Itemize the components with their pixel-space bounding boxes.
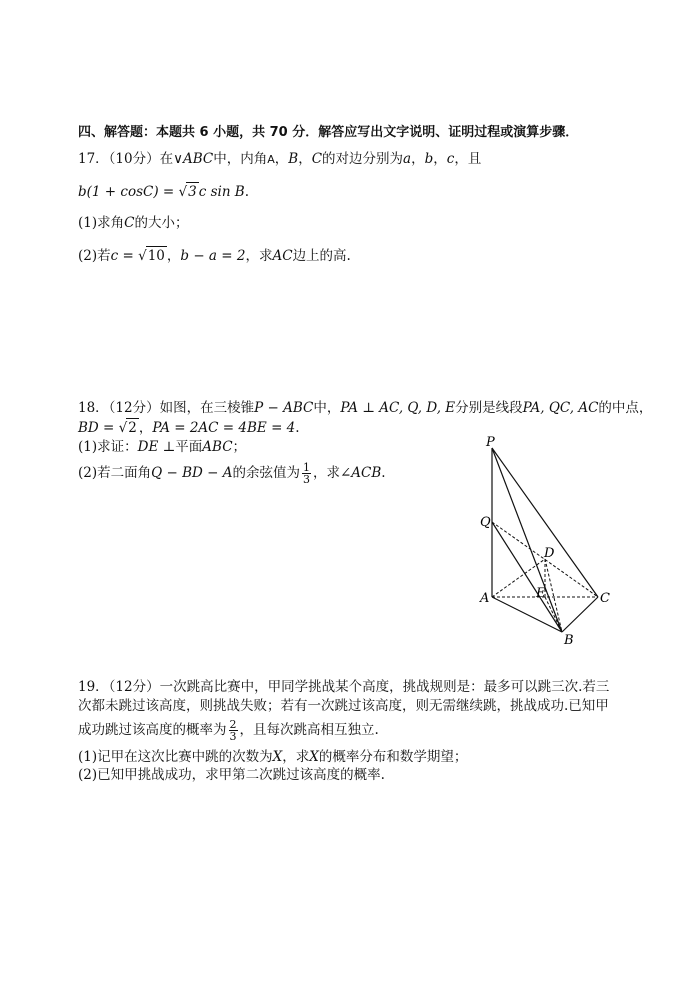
q17-eq-sqrt: 3 bbox=[188, 184, 197, 200]
q18-cond2-left: BD = bbox=[78, 420, 115, 436]
q17-eq-end: . bbox=[244, 184, 250, 200]
q19-part1-var: X bbox=[272, 749, 283, 765]
q19-part1-prefix: (1)记甲在这次比赛中跳的次数为 bbox=[78, 749, 273, 765]
q17-equation bbox=[78, 182, 249, 201]
q17-part1 bbox=[78, 214, 188, 232]
q17-side-b: b bbox=[424, 151, 434, 167]
q17-part2-c: c = bbox=[110, 248, 134, 264]
q17-sep1: ， bbox=[274, 151, 289, 167]
q19-line3-num: 2 bbox=[229, 718, 237, 731]
q17-part2-cond: b − a = 2 bbox=[180, 248, 246, 264]
q19-line3-suffix: ，且每次跳高相互独立. bbox=[239, 722, 379, 738]
q19-part1-mid: ，求 bbox=[282, 749, 310, 765]
q17-stem-mid: 中，内角 bbox=[213, 151, 268, 167]
q18-part2-mid2: ，求 bbox=[312, 465, 340, 481]
q18-cond2-sep: ， bbox=[138, 420, 153, 436]
q17-part2-mid: ， bbox=[166, 248, 181, 264]
q18-stem-mid2: 分别是线段 bbox=[455, 400, 523, 416]
label-e: E bbox=[536, 586, 546, 601]
q18-cond2-sqrt: 2 bbox=[128, 420, 137, 436]
q18-stem bbox=[78, 399, 652, 417]
q18-stem-suffix: 的中点， bbox=[598, 400, 653, 416]
q19-part1 bbox=[78, 748, 467, 766]
q18-cond1: PA ⊥ AC, Q, D, E bbox=[340, 400, 456, 416]
q19-line1: 19．（12分）一次跳高比赛中，甲同学挑战某个高度，挑战规则是：最多可以跳三次.若三 bbox=[78, 679, 610, 695]
q18-conditions bbox=[78, 418, 300, 437]
q17-part2-end: 边上的高. bbox=[292, 248, 351, 264]
q17-part2-seg: AC bbox=[272, 248, 293, 264]
q18-part1 bbox=[78, 438, 246, 456]
q19-line2: 次都未跳过该高度，则挑战失败；若有一次跳过该高度，则无需继续跳，挑战成功.已知甲 bbox=[78, 698, 609, 714]
q18-part1-end: ； bbox=[232, 439, 247, 455]
q18-part2-angle: Q − BD − A bbox=[151, 465, 233, 481]
q17-part2-prefix: (2)若 bbox=[78, 248, 111, 264]
q17-triangle: ∨ABC bbox=[173, 151, 214, 167]
label-b: B bbox=[564, 633, 574, 647]
q17-stem-prefix: 17．（10分）在 bbox=[78, 151, 174, 167]
q17-stem bbox=[78, 150, 481, 169]
label-p: P bbox=[486, 435, 495, 450]
q17-angle-b: B bbox=[288, 151, 299, 167]
q19-line3-den: 3 bbox=[229, 730, 237, 743]
q18-part1-plane: ABC bbox=[202, 439, 233, 455]
q18-part2-prefix: (2)若二面角 bbox=[78, 465, 152, 481]
q18-part2 bbox=[78, 462, 386, 485]
q19-part1-var2: X bbox=[309, 749, 319, 765]
q18-part2-end: . bbox=[381, 465, 386, 481]
label-a: A bbox=[480, 591, 490, 606]
edge-bc bbox=[562, 597, 598, 632]
q19-part1-end: 的概率分布和数学期望； bbox=[318, 749, 468, 765]
q17-stem-suffix: ，且 bbox=[454, 151, 482, 167]
q19-line3 bbox=[78, 719, 379, 742]
q18-part1-mid: 平面 bbox=[175, 439, 203, 455]
q19-part2: (2)已知甲挑战成功，求甲第二次跳过该高度的概率. bbox=[78, 767, 385, 783]
sqrt-sign: √ bbox=[138, 248, 147, 264]
q17-part1-prefix: (1)求角 bbox=[78, 215, 125, 231]
q18-part1-expr: DE ⊥ bbox=[137, 439, 176, 455]
q18-stem-prefix: 18．（12分）如图，在三棱锥 bbox=[78, 400, 255, 416]
label-c: C bbox=[600, 591, 610, 606]
q17-stem-mid2: 的对边分别为 bbox=[322, 151, 404, 167]
q17-side-a: a bbox=[403, 151, 412, 167]
q17-angle-a: A bbox=[267, 153, 275, 166]
q18-part2-den: 3 bbox=[302, 473, 310, 486]
q18-cond3-end: . bbox=[295, 420, 300, 436]
label-d: D bbox=[544, 546, 555, 561]
q17-sep4: ， bbox=[433, 151, 447, 167]
sqrt-sign: √ bbox=[118, 420, 128, 436]
sqrt-sign: √ bbox=[178, 184, 188, 200]
q17-sep3: ， bbox=[411, 151, 425, 167]
q17-sep2: ， bbox=[298, 151, 312, 167]
q19-line3-prefix: 成功跳过该高度的概率为 bbox=[78, 722, 227, 738]
edge-pb bbox=[492, 448, 562, 632]
q18-part1-prefix: (1)求证： bbox=[78, 439, 138, 455]
q19-line3-fraction bbox=[229, 719, 238, 742]
pyramid-figure bbox=[470, 432, 620, 647]
q17-part2 bbox=[78, 246, 351, 265]
q17-part2-mid2: ，求 bbox=[245, 248, 273, 264]
q18-cond3: PA = 2AC = 4BE = 4 bbox=[152, 420, 296, 436]
q17-part1-var: C bbox=[124, 215, 135, 231]
q18-part2-target: ∠ACB bbox=[339, 465, 382, 481]
q17-eq-right: c sin B bbox=[198, 184, 245, 200]
q18-part2-fraction bbox=[302, 462, 311, 485]
q17-side-c: c bbox=[446, 151, 455, 167]
q17-angle-c: C bbox=[311, 151, 323, 167]
label-q: Q bbox=[480, 515, 491, 530]
q18-part2-mid: 的余弦值为 bbox=[232, 465, 300, 481]
q18-segments: PA, QC, AC bbox=[522, 400, 599, 416]
q17-eq-left: b(1 + cosC) = bbox=[78, 184, 175, 200]
q18-pyramid: P − ABC bbox=[254, 400, 314, 416]
q17-part1-end: 的大小； bbox=[134, 215, 189, 231]
section-heading: 四、解答题：本题共 6 小题，共 70 分．解答应写出文字说明、证明过程或演算步骤． bbox=[78, 125, 579, 140]
q18-part2-num: 1 bbox=[302, 461, 310, 474]
q17-part2-sqrt: 10 bbox=[147, 248, 165, 264]
q18-stem-mid: 中， bbox=[313, 400, 341, 416]
